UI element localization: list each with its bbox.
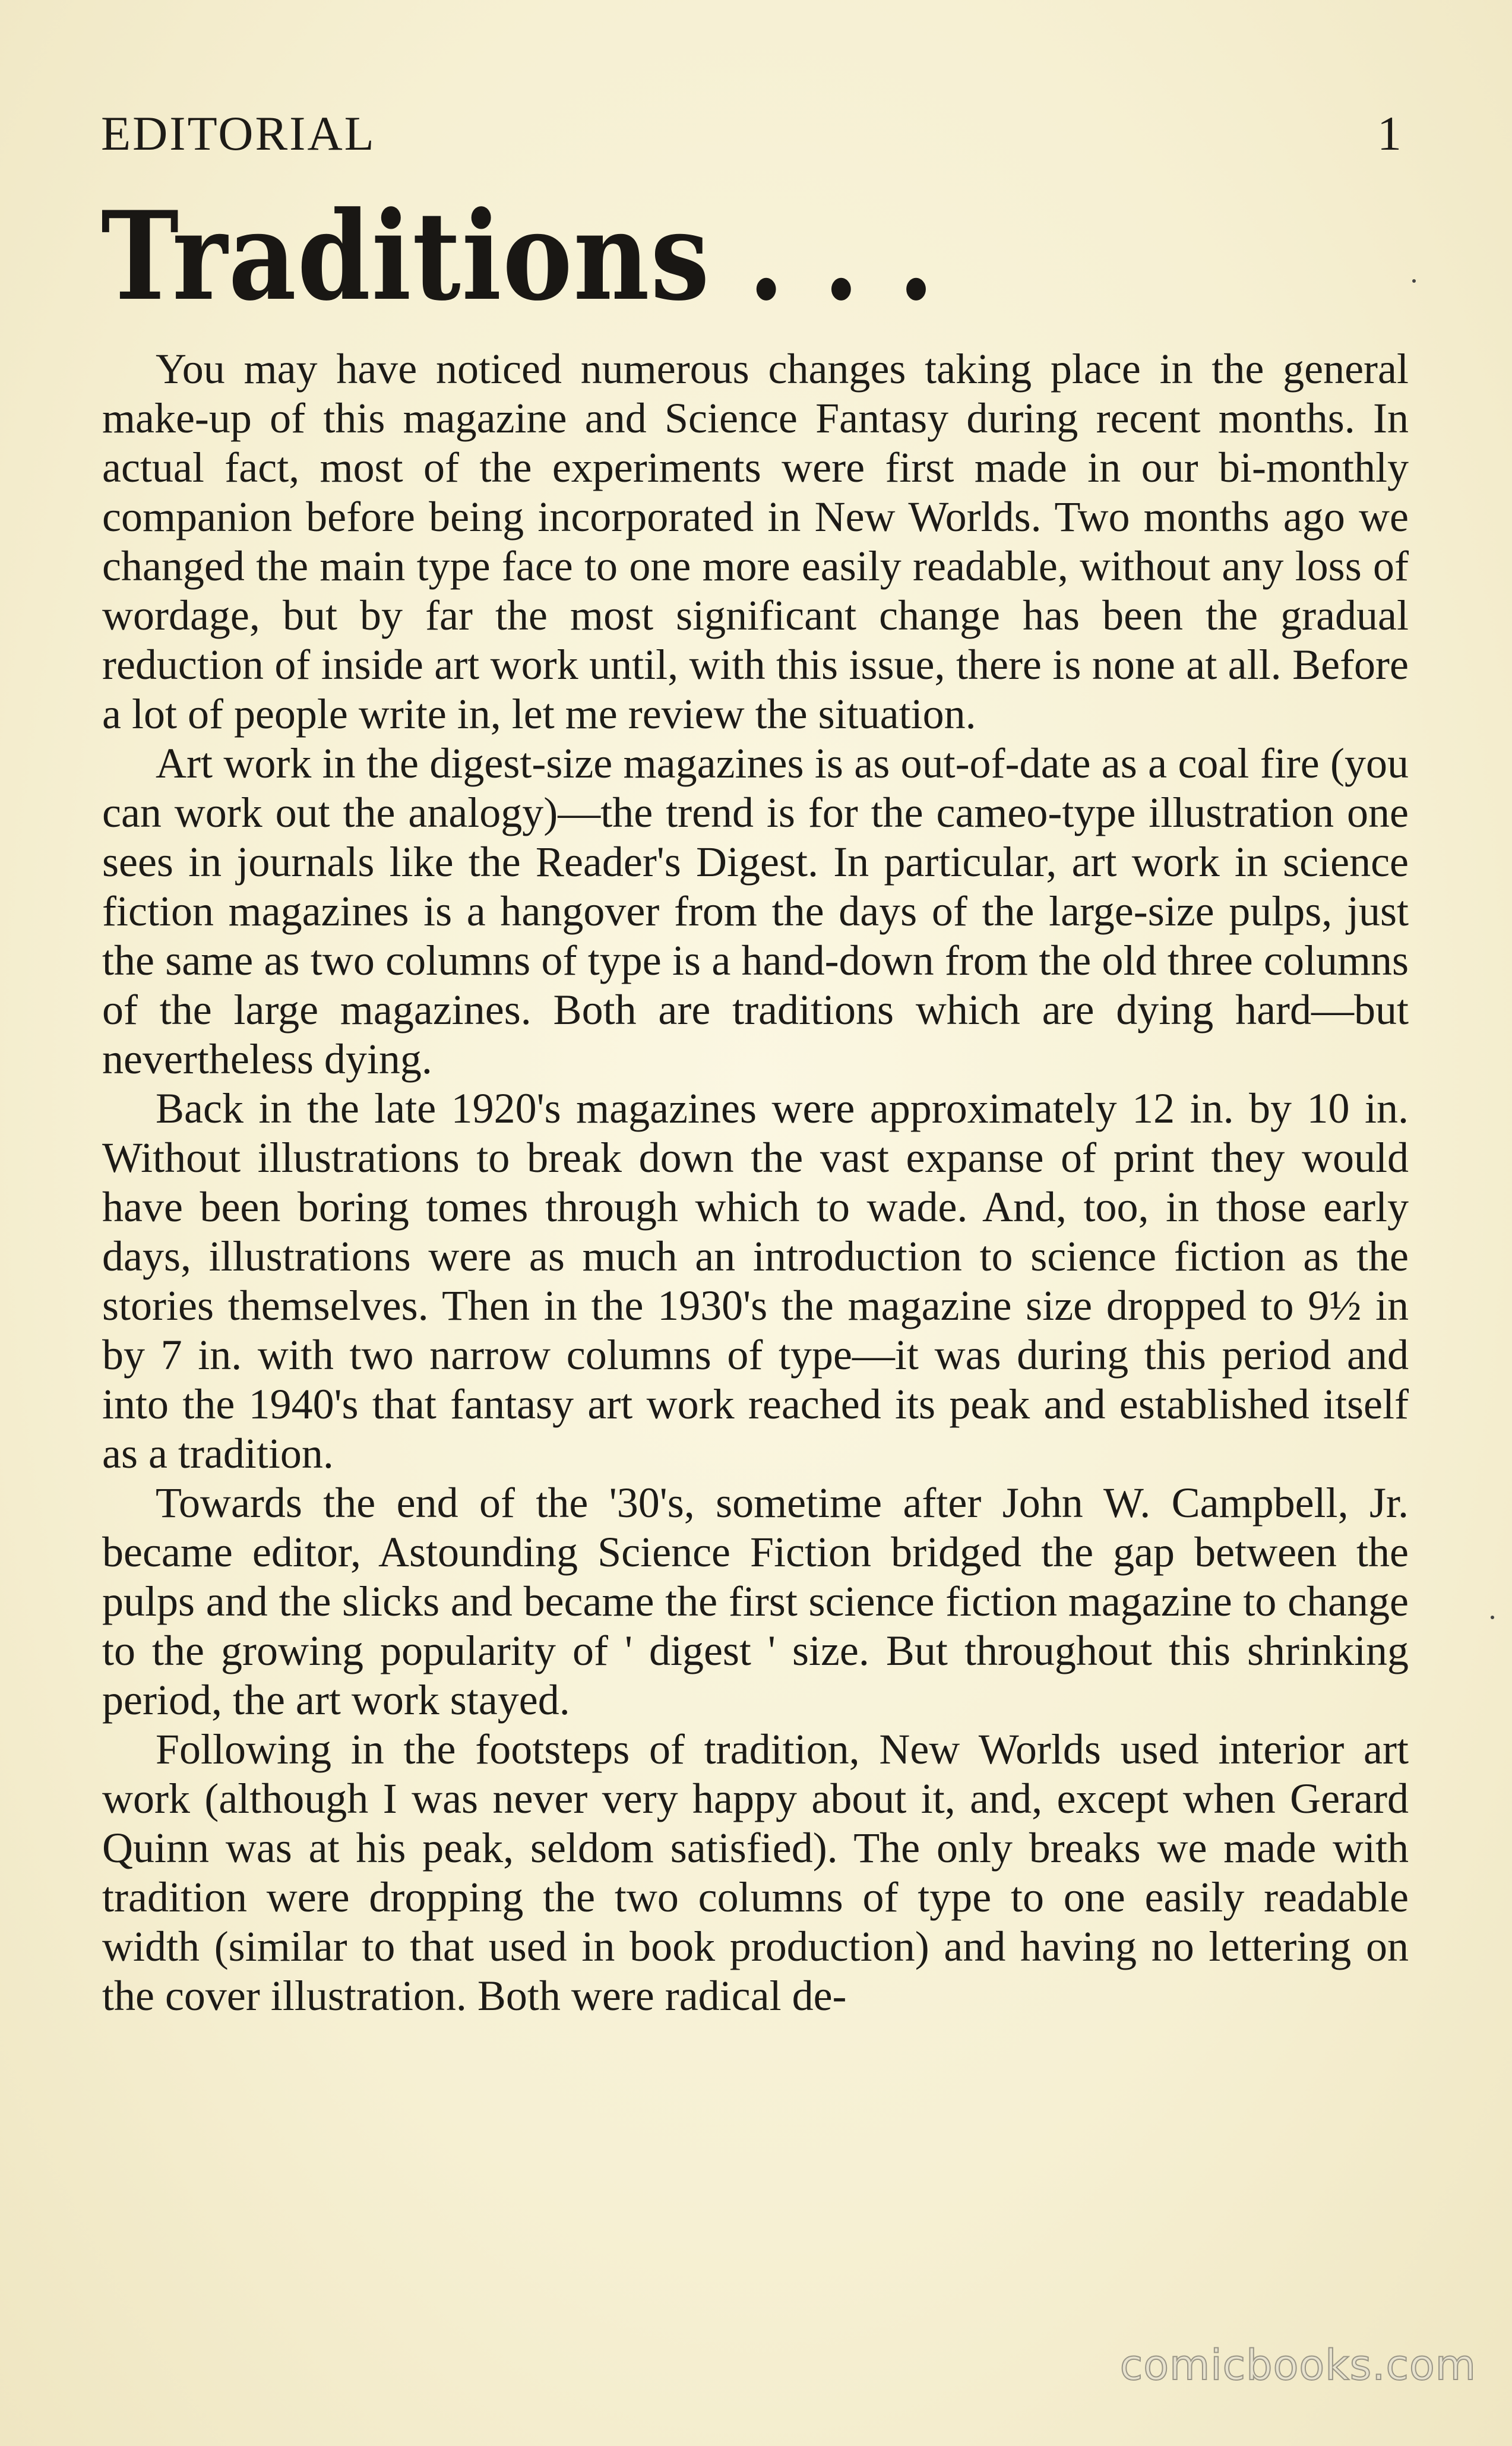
print-speck: [1412, 279, 1416, 283]
page-number: 1: [1377, 106, 1402, 160]
section-header: EDITORIAL: [101, 106, 376, 160]
paragraph: Back in the late 1920's magazines were approximately 12 in. by 10 in. Without illustrations to break down the vast expanse of print they would have been boring tomes through which to wade. And, too, in those early days, illustrations were as much an introduction to science fiction as the stories themselves. Then in the 1930's the magazine size dropped to 9½ in by 7 in. with two narrow columns of type—it was during this period and into the 1940's that fantasy art work reached its peak and established itself as a tradition.: [102, 1085, 1409, 1477]
editorial-title: Traditions . . .: [101, 185, 935, 328]
paragraph: Towards the end of the '30's, sometime after John W. Campbell, Jr. became editor, Astounding Science Fiction bridged the gap between the pulps and the slicks and became the first science fiction magazine to change to the growing popularity of ' digest ' size. But throughout this shrinking period, the art work stayed.: [102, 1479, 1409, 1724]
paragraph: You may have noticed numerous changes taking place in the general make-up of this magazine and Science Fantasy during recent months. In actual fact, most of the experiments were first made in our bi-monthly companion before being incorporated in New Worlds. Two months ago we changed the main type face to one more easily readable, without any loss of wordage, but by far the most significant change has been the gradual reduction of inside art work until, with this issue, there is none at all. Before a lot of people write in, let me review the situation.: [102, 345, 1409, 738]
editorial-body: [102, 345, 1409, 2021]
paragraph: Following in the footsteps of tradition, New Worlds used interior art work (although I was never very happy about it, and, except when Gerard Quinn was at his peak, seldom satisfied). The only breaks we made with tradition were dropping the two columns of type to one easily readable width (similar to that used in book production) and having no lettering on the cover illustration. Both were radical de-: [102, 1726, 1409, 2020]
watermark: comicbooks.com: [1119, 2341, 1476, 2390]
print-speck: [1491, 1616, 1494, 1619]
paragraph: Art work in the digest-size magazines is as out-of-date as a coal fire (you can work out the analogy)—the trend is for the cameo-type illustration one sees in journals like the Reader's Digest. In particular, art work in science fiction magazines is a hangover from the days of the large-size pulps, just the same as two columns of type is a hand-down from the old three columns of the large magazines. Both are traditions which are dying hard—but nevertheless dying.: [102, 740, 1409, 1083]
